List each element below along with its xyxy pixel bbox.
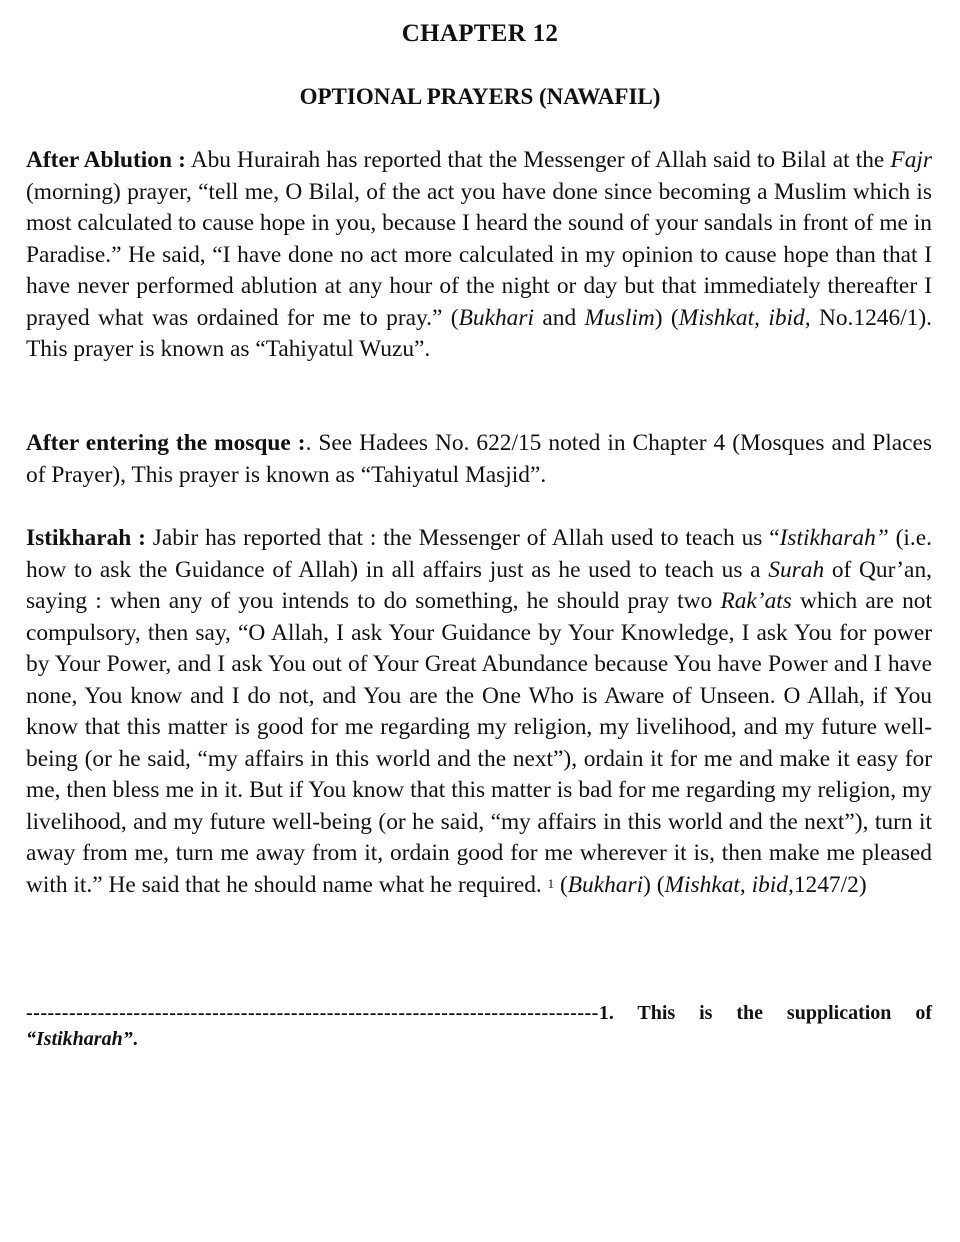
italic-term: Rak’ats — [720, 588, 792, 614]
italic-term: Muslim — [584, 304, 655, 331]
footnote — [26, 1000, 932, 1052]
text-run: (i.e. how to ask the Guidance of Allah) in all affairs just as he used to teach us a — [26, 525, 932, 583]
italic-term: Fajr — [890, 147, 932, 173]
text-run: which are not compulsory, then say, “O Allah, I ask Your Guidance by Your Knowledge, I ask You for power by Your Power, and I ask You out of Your Great Abundance because You have Power and I have none, You know and I do not, and You are the One Who is Aware of Unseen. O Allah, if You know that this matter is good for me regarding my religion, my livelihood, and my future well-being (or he said, “my affairs in this world and the next”), ordain it for me and make it easy for me, then bless me in it. But if You know that this matter is bad for me regarding my religion, my livelihood, and my future well-being (or he said, “my affairs in this world and the next”), turn it away from me, turn me away from it, ordain good for me wherever it is, then make me pleased with it.” He said that he should name what he required. — [26, 588, 932, 898]
text-run: ) ( — [654, 304, 679, 331]
text-run: ) ( — [643, 871, 665, 898]
italic-term: Bukhari — [567, 871, 644, 898]
paragraph-heading: After Ablution : — [26, 147, 186, 173]
chapter-heading: CHAPTER 12 — [401, 20, 559, 47]
paragraph-after-ablution — [26, 145, 932, 366]
text-run: Abu Hurairah has reported that the Messenger of Allah said to Bilal at the — [185, 147, 891, 173]
paragraph-entering-mosque — [26, 428, 932, 491]
italic-term: Bukhari — [458, 304, 534, 331]
text-run: . See Hadees No. 622/15 noted in Chapter 4 (Mosques and Places of Prayer), This prayer is known as “Tahiyatul Masjid”. — [26, 430, 932, 488]
text-run: (morning) prayer, “tell me, O Bilal, of the act you have done since becoming a Muslim which is most calculated to cause hope in you, because I heard the sound of your sandals in front of me in Paradise.” He said, “I have done no act more calculated in my opinion to cause hope than that I have never performed ablution at any hour of the night or day but that immediately thereafter I prayed what was ordained for me to pray.” ( — [26, 178, 932, 331]
paragraph-heading: After entering the mosque : — [26, 430, 306, 456]
text-run: ( — [554, 871, 568, 898]
footnote-separator: -------------------------------------------------------------------------------- — [26, 1002, 599, 1024]
italic-term: Mishkat, ibid, — [678, 304, 811, 331]
italic-term: Mishkat, ibid, — [664, 871, 794, 898]
italic-term: Surah — [768, 556, 825, 583]
text-run: 1247/2) — [793, 871, 867, 898]
text-run: and — [533, 304, 585, 331]
chapter-title: OPTIONAL PRAYERS (NAWAFIL) — [299, 84, 661, 109]
paragraph-istikharah — [26, 523, 932, 901]
italic-term: Istikharah” — [779, 525, 889, 551]
text-run: of Qur’an, saying : when any of you intends to do something, he should pray two — [26, 556, 932, 614]
footnote-italic-term: “Istikharah” — [26, 1028, 133, 1050]
footnote-text: This is the supplication of — [613, 1002, 932, 1024]
footnote-number: 1. — [598, 1002, 614, 1024]
text-run: Jabir has reported that : the Messenger of Allah used to teach us “ — [145, 525, 780, 551]
footnote-text-end: . — [132, 1028, 138, 1050]
paragraph-heading: Istikharah : — [26, 525, 146, 551]
text-run: No.1246/1). This prayer is known as “Tahiyatul Wuzu”. — [26, 304, 933, 362]
footnote-reference: 1 — [547, 875, 555, 891]
